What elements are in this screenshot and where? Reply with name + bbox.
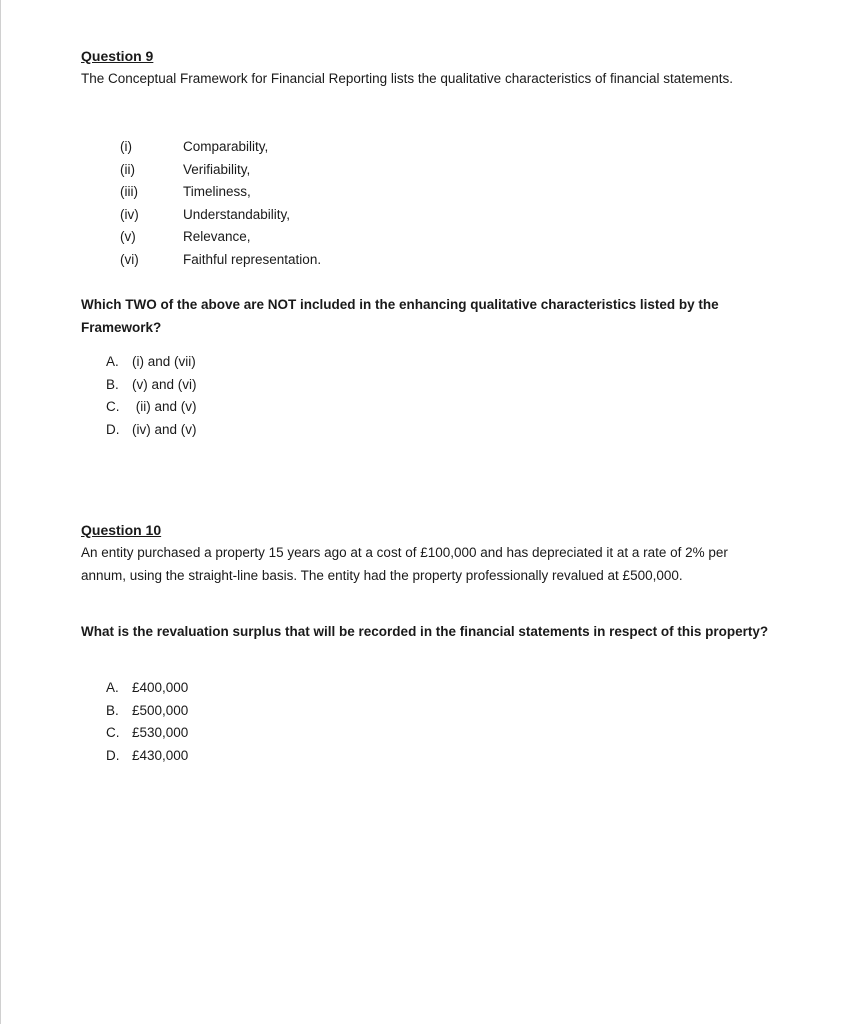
list-item-text: Faithful representation. <box>183 251 322 267</box>
list-item-text: Relevance, <box>183 229 251 244</box>
question-10-intro: An entity purchased a property 15 years ago at a cost of £100,000 and has depreciated it at a rate of 2% per annum, using the straight-line basis. The entity had the property professionally revalued at £500,000. <box>81 545 728 583</box>
list-item-number: (ii) <box>120 161 135 177</box>
option-letter: B. <box>106 376 119 392</box>
option-letter: A. <box>106 354 119 369</box>
question-9-title: Question 9 <box>81 48 154 64</box>
list-item-text: Understandability, <box>183 206 291 222</box>
option-text: (iv) and (v) <box>132 421 197 437</box>
list-item-text: Timeliness, <box>183 184 251 199</box>
option-letter: D. <box>106 747 120 763</box>
question-9-prompt: Which TWO of the above are NOT included in the enhancing qualitative characteristics listed by the Framework? <box>81 297 719 335</box>
option-letter: A. <box>106 680 119 695</box>
question-10-title: Question 10 <box>81 522 162 538</box>
option-text: £500,000 <box>132 702 189 718</box>
option-text: (v) and (vi) <box>132 376 197 392</box>
option-text: £530,000 <box>132 725 189 740</box>
list-item-number: (vi) <box>120 251 139 267</box>
option-letter: D. <box>106 421 120 437</box>
list-item-number: (i) <box>120 139 132 154</box>
list-item-number: (iii) <box>120 184 138 199</box>
question-9-intro: The Conceptual Framework for Financial Reporting lists the qualitative characteristics of financial statements. <box>81 71 734 86</box>
option-text: (i) and (vii) <box>132 354 196 369</box>
list-item-text: Verifiability, <box>183 161 251 177</box>
option-letter: C. <box>106 725 120 740</box>
option-text: £430,000 <box>132 747 189 763</box>
option-text: £400,000 <box>132 680 189 695</box>
page-left-edge <box>0 0 1 1024</box>
question-10-prompt: What is the revaluation surplus that will be recorded in the financial statements in respect of this property? <box>81 624 769 639</box>
option-letter: B. <box>106 702 119 718</box>
list-item-text: Comparability, <box>183 139 269 154</box>
list-item-number: (v) <box>120 229 136 244</box>
option-text: (ii) and (v) <box>132 399 197 414</box>
option-letter: C. <box>106 399 120 414</box>
list-item-number: (iv) <box>120 206 139 222</box>
